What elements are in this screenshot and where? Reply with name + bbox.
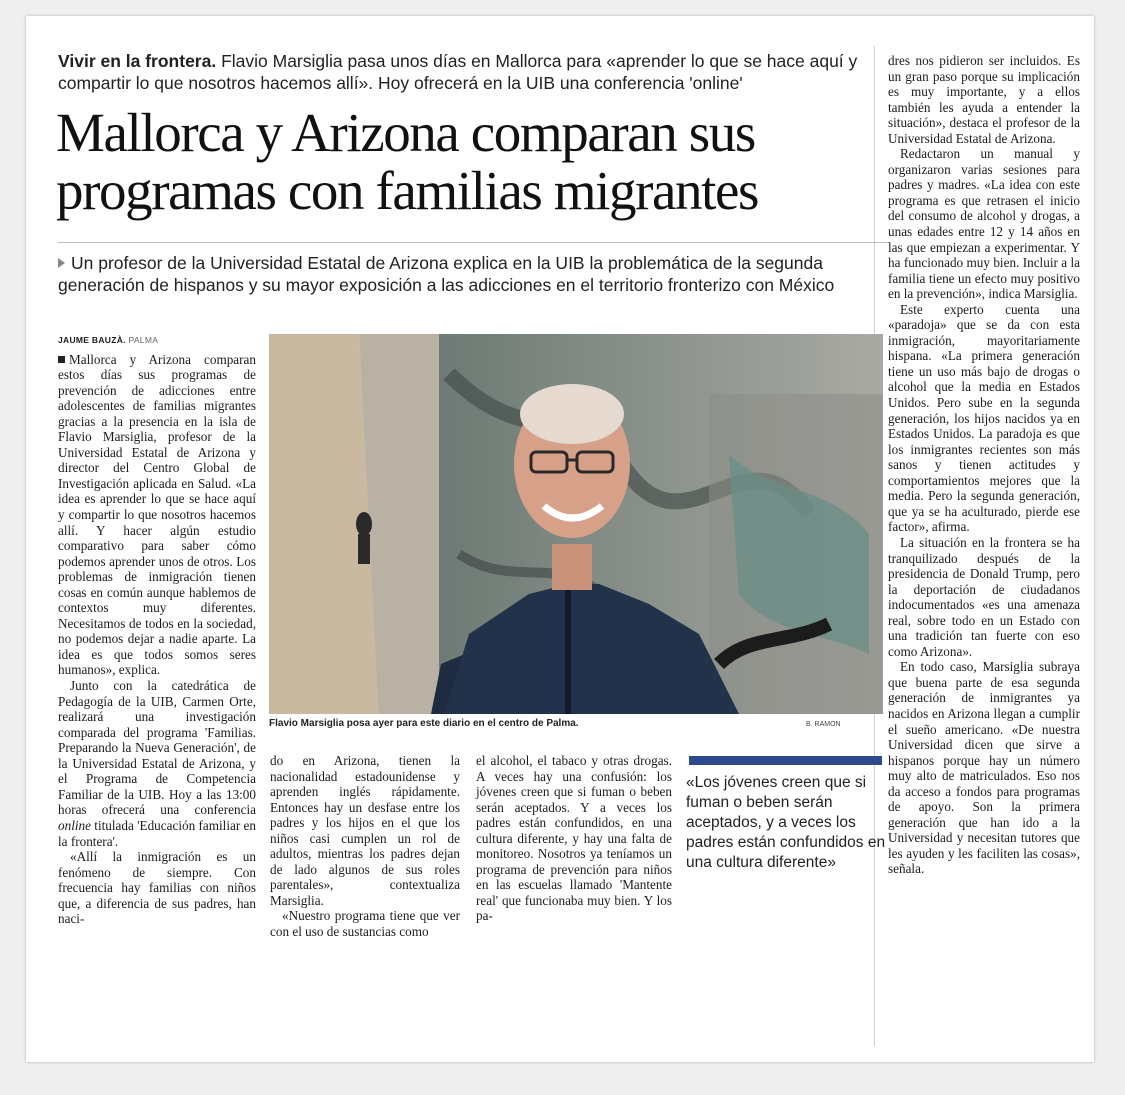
photo-credit: B. RAMON <box>806 721 841 728</box>
paragraph <box>270 908 460 939</box>
byline-city: PALMA <box>125 335 159 345</box>
paragraph-text: Junto con la catedrática de Pedagogía de la UIB, Carmen Orte, realizará una investigación comparada del programa 'Familias. Preparando la Nueva Generación', de la Universidad Estatal de Arizona, y el Programa de Competencia Familiar de la UIB. Hoy a las 13:00 horas ofrecerá una conferencia <box>58 678 256 818</box>
deck <box>58 252 890 296</box>
triangle-bullet-icon <box>58 258 65 268</box>
kicker-lead: Vivir en la frontera. <box>58 51 217 71</box>
paragraph-text: En todo caso, Marsiglia subraya que buena parte de esa segunda generación de inmigrantes ya nacidos en Arizona llegan a cumplir el sueño americano. «De nuestra Universidad dicen que sirve a hispanos porque hay un número muy alto de matriculados. Eso nos da acceso a fondos para programas de apoyo. Son la primera generación que han ido a la Universidad y necesitan tutores que les ayuden y les faciliten las cosas», señala. <box>888 659 1080 877</box>
paragraph <box>270 753 460 908</box>
pull-quote-bar <box>689 756 882 765</box>
paragraph <box>888 302 1080 535</box>
newspaper-page <box>26 16 1094 1062</box>
paragraph <box>888 659 1080 877</box>
portrait-photo-illustration <box>269 334 883 714</box>
paragraph-text: el alcohol, el tabaco y otras drogas. A veces hay una confusión: los jóvenes creen que si fuman o beben serán aceptados. Y a veces los padres están confundidos, en una cultura diferente, y hay una falta de monitoreo. Nosotros ya teníamos un programa de prevención para niños en las escuelas llamado 'Mantente real' que funcionaba muy bien. Y los pa- <box>476 753 672 924</box>
paragraph <box>58 849 256 927</box>
column-3 <box>476 753 672 924</box>
kicker-text: Flavio Marsiglia pasa unos días en Mallorca para «aprender lo que se hace aquí y compartir lo que nosotros hacemos allí». Hoy ofrecerá en la UIB una conferencia 'online' <box>58 51 858 93</box>
pull-quote: «Los jóvenes creen que si fuman o beben serán aceptados, y a veces los padres están confundidos en una cultura diferente» <box>686 774 886 871</box>
paragraph-text: La situación en la frontera se ha tranquilizado después de la presidencia de Donald Trump, pero la deportación de ciudadanos indocumentados «es una amenaza real, sobre todo en un Estado con una tradición tan fuerte con eso como Arizona». <box>888 534 1080 659</box>
column-4 <box>888 53 1080 877</box>
deck-text: Un profesor de la Universidad Estatal de Arizona explica en la UIB la problemática de la segunda generación de hispanos y su mayor exposición a las adicciones en el territorio fronterizo con México <box>58 253 835 295</box>
italic-text: online <box>58 817 91 833</box>
paragraph-text: dres nos pidieron ser incluidos. Es un gran paso porque su implicación es muy importante, y a ellos también les ayuda a entender la situación», destaca el profesor de la Universidad Estatal de Arizona. <box>888 53 1080 146</box>
photo-caption: Flavio Marsiglia posa ayer para este diario en el centro de Palma. <box>269 718 579 729</box>
column-2 <box>270 753 460 940</box>
paragraph-text: do en Arizona, tienen la nacionalidad estadounidense y aprenden inglés rápidamente. Entonces hay un desfase entre los padres y los hijos en el que los niños casi cumplen un rol de adultos, mientras los padres dejan de lado algunos de sus roles parentales», contextualiza Marsiglia. <box>270 753 460 908</box>
paragraph-text: «Allí la inmigración es un fenómeno de siempre. Con frecuencia hay familias con niños que, a diferencia de sus padres, han naci- <box>58 849 256 927</box>
paragraph-text: «Nuestro programa tiene que ver con el uso de sustancias como <box>270 908 460 940</box>
kicker <box>58 50 858 94</box>
byline-name: JAUME BAUZÀ. <box>58 335 126 345</box>
paragraph <box>888 535 1080 659</box>
square-bullet-icon <box>58 356 65 363</box>
paragraph-text: titulada 'Educación familiar en la frontera'. <box>58 817 256 849</box>
paragraph <box>888 146 1080 301</box>
column-1 <box>58 333 256 927</box>
paragraph <box>888 53 1080 146</box>
paragraph-text: Mallorca y Arizona comparan estos días sus programas de prevención de adicciones entre adolescentes de familias migrantes gracias a la presencia en la isla de Flavio Marsiglia, profesor de la Universidad Estatal de Arizona y director del Centro Global de Investigación aplicada en Salud. «La idea es aprender lo que se hace aquí y compartir lo que nosotros hacemos allí. Y hacer algún estudio comparativo para saber cómo podemos aprender unos de otros. Los problemas de inmigración tienen cosas en común aunque hablemos de contextos muy diferentes. Necesitamos de todos en la sociedad, no podemos dejar a nadie aparte. La idea es que todos somos seres humanos», explica. <box>58 351 256 678</box>
byline <box>58 333 256 349</box>
paragraph <box>58 678 256 849</box>
paragraph <box>476 753 672 924</box>
headline: Mallorca y Arizona comparan sus programas con familias migrantes <box>56 102 759 221</box>
article-photo <box>269 334 883 714</box>
paragraph <box>58 352 256 678</box>
paragraph-text: Este experto cuenta una «paradoja» que se da con esta inmigración, mayoritariamente hispana. «La primera generación tiene un uso más bajo de drogas o alcohol que la media en Estados Unidos. Pero sube en la segunda generación, los hijos nacidos ya en Estados Unidos. La paradoja es que los inmigrantes recientes son más sanos y tienen actitudes y comportamientos mejores que la media. Pero la segunda generación, que ya se ha aculturado, pierde ese factor», afirma. <box>888 301 1080 535</box>
paragraph-text: Redactaron un manual y organizaron varias sesiones para padres y madres. «La idea con este programa es que retrasen el inicio del consumo de alcohol y drogas, a unas edades entre 12 y 14 años en las que empiezan a experimentar. Y ha funcionado muy bien. Incluir a la familia tiene un efecto muy positivo en la prevención», indica Marsiglia. <box>888 146 1080 302</box>
deck-rule <box>58 242 890 243</box>
